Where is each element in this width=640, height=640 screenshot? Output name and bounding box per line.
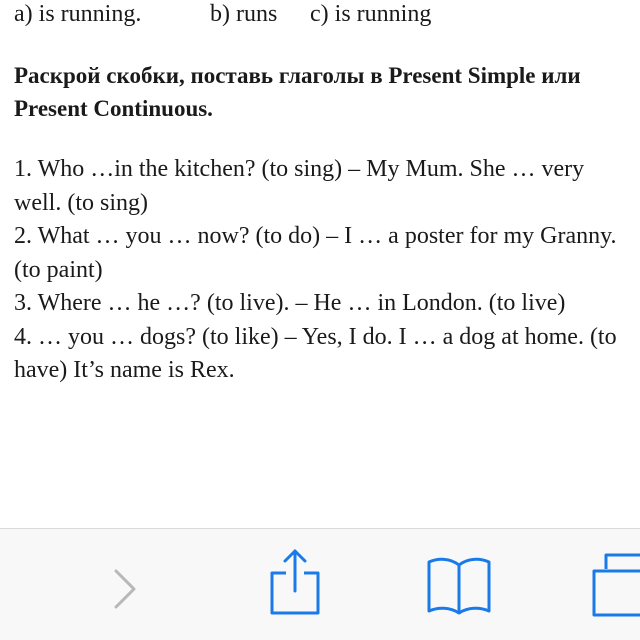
exercise-item-2: 2. What … you … now? (to do) – I … a poster for my Granny. (to paint) (14, 223, 617, 283)
tabs-button[interactable] (588, 547, 640, 619)
exercise-item-4: 4. … you … dogs? (to like) – Yes, I do. I … a dog at home. (to have) It’s name is Rex. (14, 323, 617, 383)
share-button[interactable] (266, 547, 324, 619)
bookmarks-button[interactable] (424, 553, 494, 617)
task-heading: Раскрой скобки, поставь глаголы в Present Simple или Present Continuous. (14, 63, 581, 121)
browser-toolbar (0, 528, 640, 640)
exercise-item-1: 1. Who …in the kitchen? (to sing) – My Mum. She … very well. (to sing) (14, 156, 585, 216)
answer-option-b: b) runs (210, 1, 278, 27)
forward-icon (104, 565, 144, 613)
answer-option-a: a) is running. (14, 1, 142, 27)
answer-options (14, 0, 628, 30)
forward-button[interactable] (104, 565, 144, 613)
share-icon (266, 547, 324, 619)
tabs-icon (588, 547, 640, 619)
exercise-list (14, 153, 628, 388)
exercise-item-3: 3. Where … he …? (to live). – He … in London. (to live) (14, 290, 566, 316)
bookmarks-icon (424, 553, 494, 617)
answer-option-c: c) is running (310, 1, 432, 27)
